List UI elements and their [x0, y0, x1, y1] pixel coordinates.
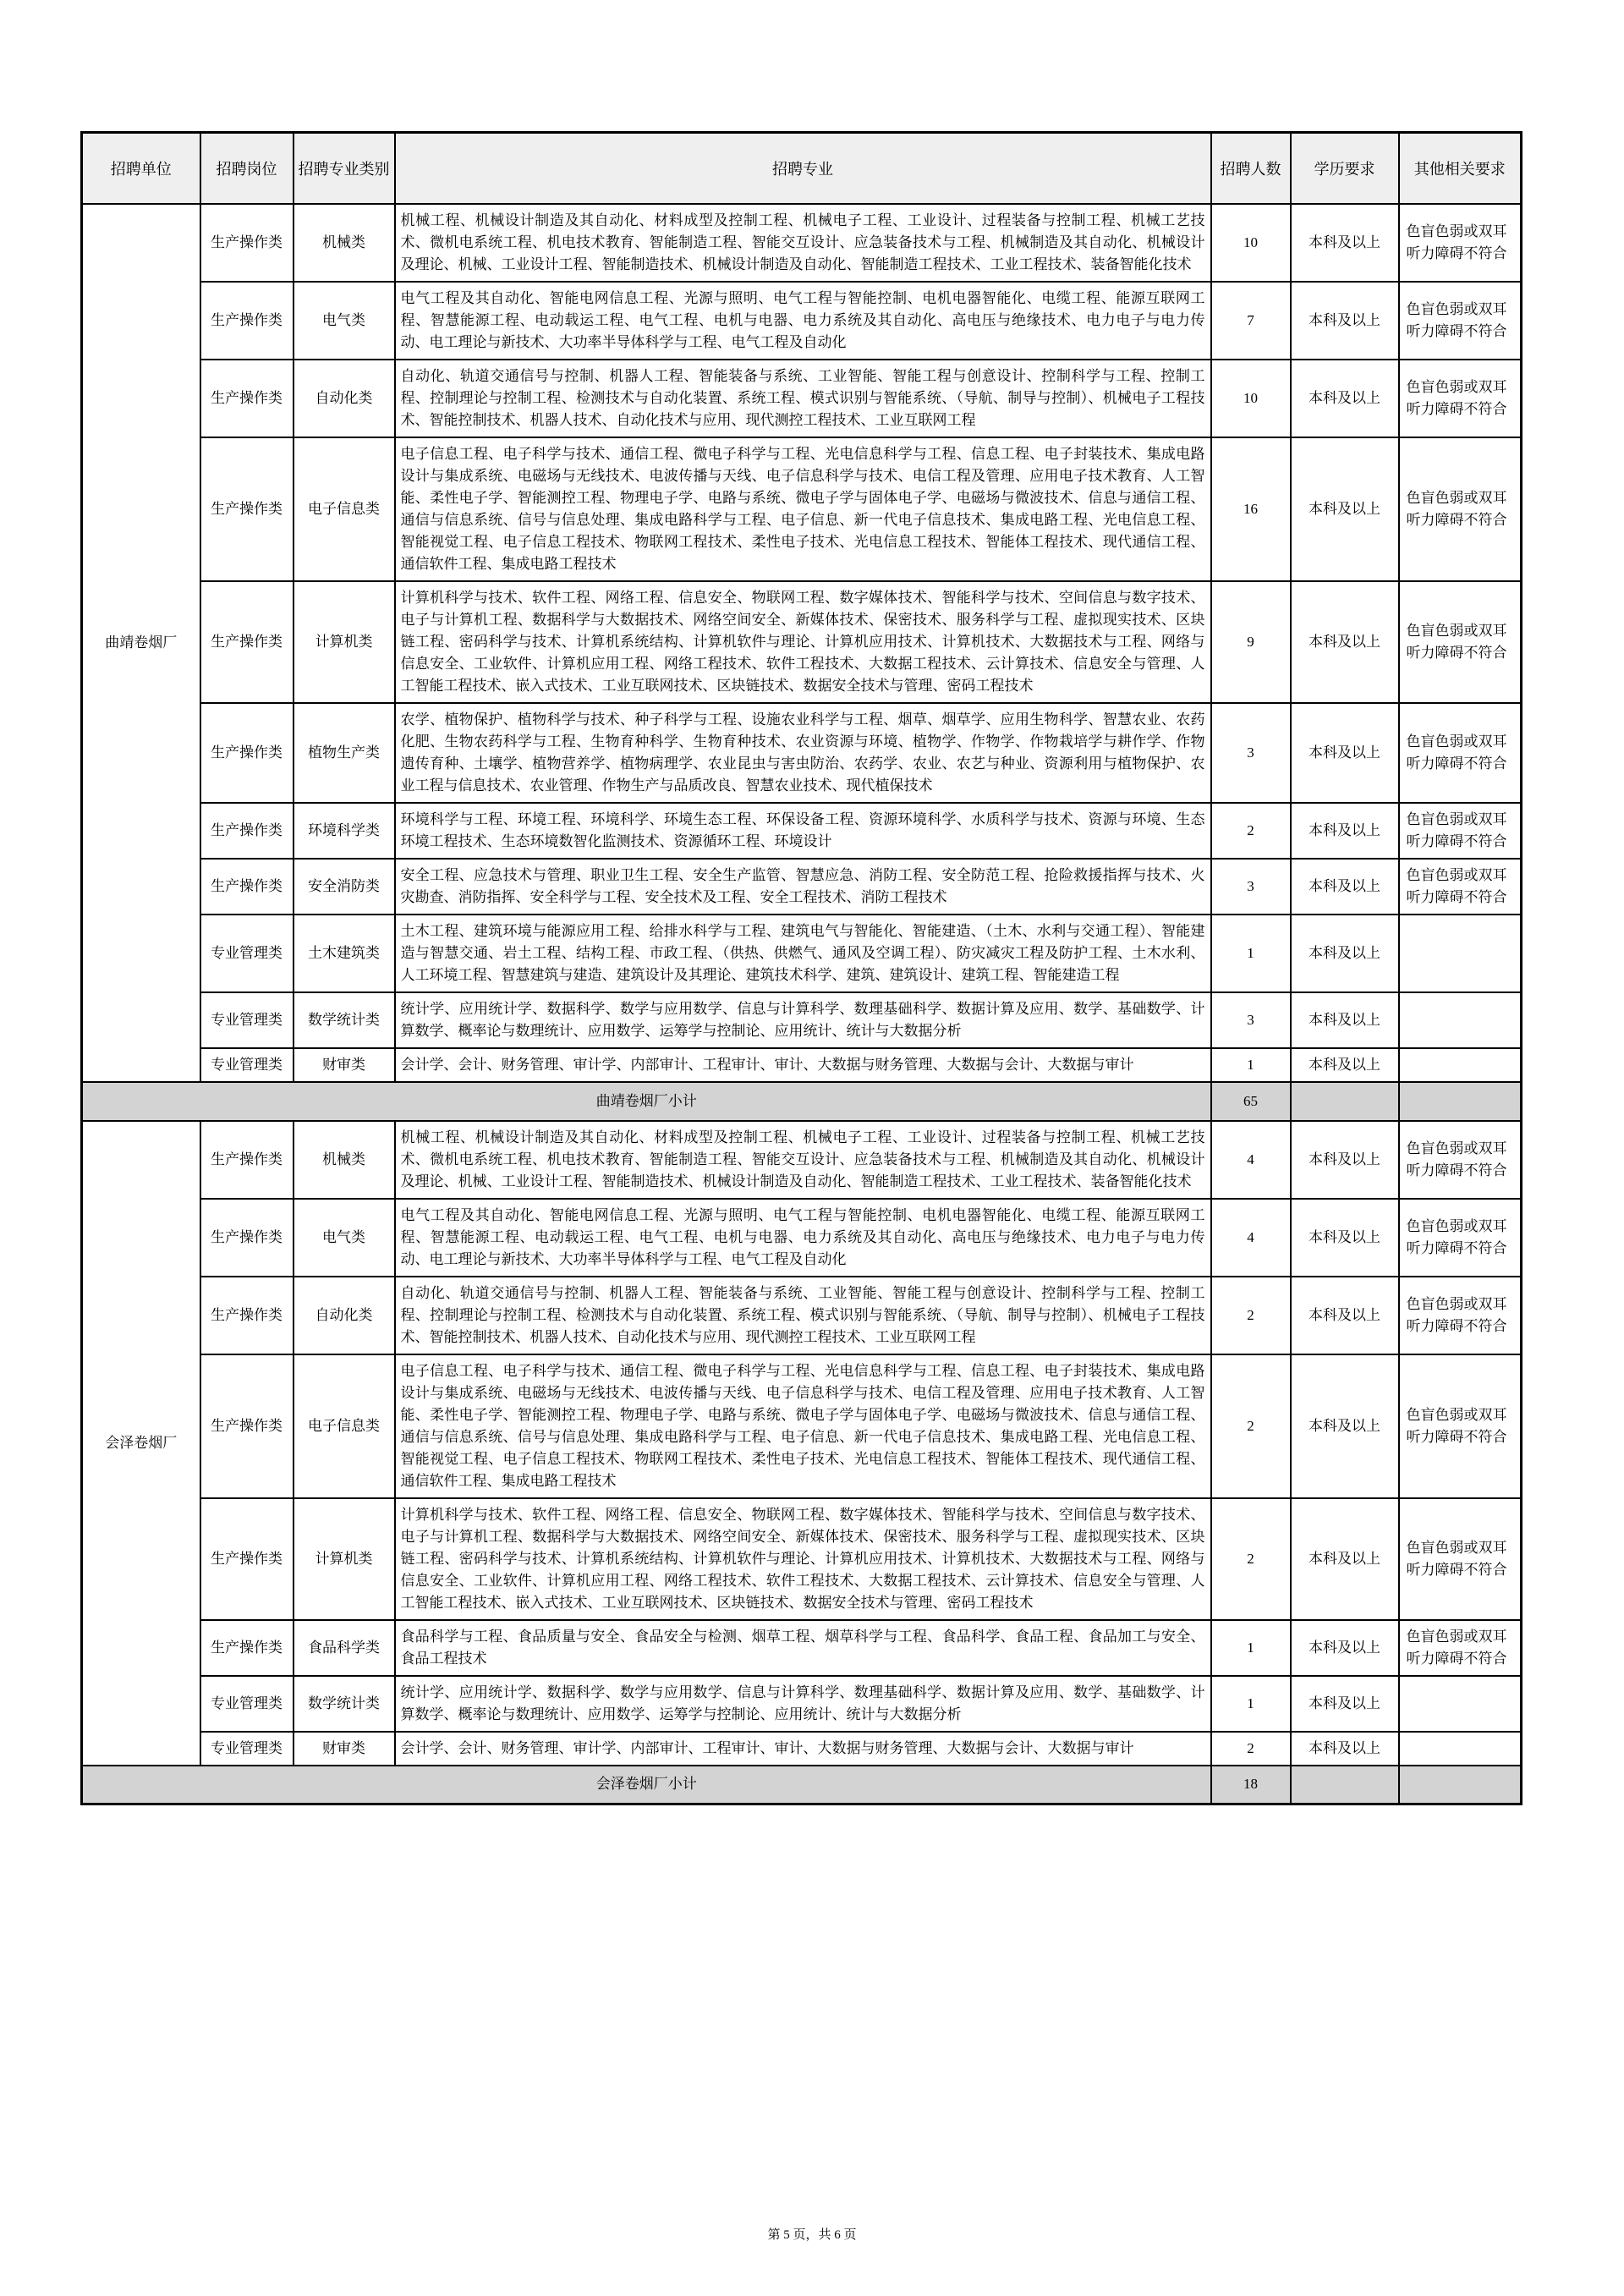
- table-row: [82, 992, 1522, 1048]
- post-cell: 专业管理类: [200, 915, 294, 992]
- category-cell: 财审类: [294, 1732, 395, 1766]
- other-cell: [1399, 1676, 1522, 1732]
- count-cell: 10: [1211, 204, 1291, 282]
- table-row: [82, 803, 1522, 859]
- majors-cell: 环境科学与工程、环境工程、环境科学、环境生态工程、环保设备工程、资源环境科学、水质科学与技术、资源与环境、生态环境工程技术、生态环境数智化监测技术、资源循环工程、环境设计: [395, 803, 1211, 859]
- subtotal-row: [82, 1766, 1522, 1804]
- post-cell: 生产操作类: [200, 1354, 294, 1498]
- category-cell: 电子信息类: [294, 437, 395, 581]
- post-cell: 生产操作类: [200, 282, 294, 360]
- category-cell: 计算机类: [294, 1498, 395, 1620]
- other-cell: 色盲色弱或双耳听力障碍不符合: [1399, 437, 1522, 581]
- table-row: [82, 859, 1522, 915]
- majors-cell: 会计学、会计、财务管理、审计学、内部审计、工程审计、审计、大数据与财务管理、大数据与会计、大数据与审计: [395, 1732, 1211, 1766]
- majors-cell: 电气工程及其自动化、智能电网信息工程、光源与照明、电气工程与智能控制、电机电器智能化、电缆工程、能源互联网工程、智慧能源工程、电动载运工程、电气工程、电机与电器、电力系统及其自动化、高电压与绝缘技术、电力电子与电力传动、电工理论与新技术、大功率半导体科学与工程、电气工程及自动化: [395, 1199, 1211, 1277]
- majors-cell: 安全工程、应急技术与管理、职业卫生工程、安全生产监管、智慧应急、消防工程、安全防范工程、抢险救援指挥与技术、火灾勘查、消防指挥、安全科学与工程、安全技术及工程、安全工程技术、消防工程技术: [395, 859, 1211, 915]
- post-cell: 生产操作类: [200, 703, 294, 803]
- category-cell: 土木建筑类: [294, 915, 395, 992]
- count-cell: 10: [1211, 360, 1291, 437]
- other-cell: 色盲色弱或双耳听力障碍不符合: [1399, 282, 1522, 360]
- majors-cell: 计算机科学与技术、软件工程、网络工程、信息安全、物联网工程、数字媒体技术、智能科学与技术、空间信息与数字技术、电子与计算机工程、数据科学与大数据技术、网络空间安全、新媒体技术、保密技术、服务科学与工程、虚拟现实技术、区块链工程、密码科学与技术、计算机系统结构、计算机软件与理论、计算机应用技术、计算机技术、大数据技术与工程、网络与信息安全、工业软件、计算机应用工程、网络工程技术、软件工程技术、大数据工程技术、云计算技术、信息安全与管理、人工智能工程技术、嵌入式技术、工业互联网技术、区块链技术、数据安全技术与管理、密码工程技术: [395, 1498, 1211, 1620]
- count-cell: 9: [1211, 581, 1291, 703]
- table-row: [82, 360, 1522, 437]
- post-cell: 生产操作类: [200, 1498, 294, 1620]
- education-cell: 本科及以上: [1291, 992, 1399, 1048]
- other-cell: [1399, 1048, 1522, 1082]
- subtotal-label-cell: 曲靖卷烟厂小计: [82, 1082, 1211, 1121]
- other-cell: 色盲色弱或双耳听力障碍不符合: [1399, 360, 1522, 437]
- table-row: [82, 1498, 1522, 1620]
- education-cell: 本科及以上: [1291, 1121, 1399, 1199]
- column-header-post: 招聘岗位: [200, 133, 294, 204]
- post-cell: 生产操作类: [200, 204, 294, 282]
- category-cell: 电子信息类: [294, 1354, 395, 1498]
- count-cell: 2: [1211, 1277, 1291, 1354]
- count-cell: 4: [1211, 1199, 1291, 1277]
- column-header-headcount: 招聘人数: [1211, 133, 1291, 204]
- majors-cell: 会计学、会计、财务管理、审计学、内部审计、工程审计、审计、大数据与财务管理、大数据与会计、大数据与审计: [395, 1048, 1211, 1082]
- education-cell: 本科及以上: [1291, 1354, 1399, 1498]
- other-cell: [1399, 992, 1522, 1048]
- count-cell: 3: [1211, 992, 1291, 1048]
- majors-cell: 食品科学与工程、食品质量与安全、食品安全与检测、烟草工程、烟草科学与工程、食品科学、食品工程、食品加工与安全、食品工程技术: [395, 1620, 1211, 1676]
- unit-cell: 会泽卷烟厂: [82, 1121, 200, 1766]
- other-cell: [1399, 1732, 1522, 1766]
- education-cell: 本科及以上: [1291, 1732, 1399, 1766]
- recruitment-table-body: [82, 204, 1522, 1804]
- category-cell: 机械类: [294, 1121, 395, 1199]
- table-header-row: [82, 133, 1522, 204]
- subtotal-count-cell: 65: [1211, 1082, 1291, 1121]
- table-row: [82, 1620, 1522, 1676]
- post-cell: 生产操作类: [200, 1199, 294, 1277]
- other-cell: 色盲色弱或双耳听力障碍不符合: [1399, 1277, 1522, 1354]
- education-cell: 本科及以上: [1291, 360, 1399, 437]
- category-cell: 数学统计类: [294, 1676, 395, 1732]
- column-header-recruit-unit: 招聘单位: [82, 133, 200, 204]
- column-header-other-requirements: 其他相关要求: [1399, 133, 1522, 204]
- other-cell: 色盲色弱或双耳听力障碍不符合: [1399, 803, 1522, 859]
- count-cell: 3: [1211, 859, 1291, 915]
- subtotal-count-cell: 18: [1211, 1766, 1291, 1804]
- post-cell: 生产操作类: [200, 360, 294, 437]
- post-cell: 生产操作类: [200, 803, 294, 859]
- subtotal-other-cell: [1399, 1082, 1522, 1121]
- education-cell: 本科及以上: [1291, 1620, 1399, 1676]
- majors-cell: 自动化、轨道交通信号与控制、机器人工程、智能装备与系统、工业智能、智能工程与创意设计、控制科学与工程、控制工程、控制理论与控制工程、检测技术与自动化装置、系统工程、模式识别与智能系统、（导航、制导与控制）、机械电子工程技术、智能控制技术、机器人技术、自动化技术与应用、现代测控工程技术、工业互联网工程: [395, 360, 1211, 437]
- majors-cell: 电子信息工程、电子科学与技术、通信工程、微电子科学与工程、光电信息科学与工程、信息工程、电子封装技术、集成电路设计与集成系统、电磁场与无线技术、电波传播与天线、电子信息科学与技术、电信工程及管理、应用电子技术教育、人工智能、柔性电子学、智能测控工程、物理电子学、电路与系统、微电子学与固体电子学、电磁场与微波技术、信息与通信工程、通信与信息系统、信号与信息处理、集成电路科学与工程、电子信息、新一代电子信息技术、集成电路工程、光电信息工程、智能视觉工程、电子信息工程技术、物联网工程技术、柔性电子技术、光电信息工程技术、智能体工程技术、现代通信工程、通信软件工程、集成电路工程技术: [395, 437, 1211, 581]
- count-cell: 4: [1211, 1121, 1291, 1199]
- category-cell: 自动化类: [294, 1277, 395, 1354]
- education-cell: 本科及以上: [1291, 915, 1399, 992]
- count-cell: 2: [1211, 1354, 1291, 1498]
- education-cell: 本科及以上: [1291, 581, 1399, 703]
- post-cell: 专业管理类: [200, 1048, 294, 1082]
- count-cell: 1: [1211, 1048, 1291, 1082]
- subtotal-education-cell: [1291, 1766, 1399, 1804]
- other-cell: 色盲色弱或双耳听力障碍不符合: [1399, 1121, 1522, 1199]
- table-row: [82, 1732, 1522, 1766]
- table-row: [82, 1354, 1522, 1498]
- recruitment-table: [80, 131, 1522, 1805]
- category-cell: 安全消防类: [294, 859, 395, 915]
- table-row: [82, 1277, 1522, 1354]
- table-row: [82, 282, 1522, 360]
- column-header-majors: 招聘专业: [395, 133, 1211, 204]
- table-row: [82, 1048, 1522, 1082]
- majors-cell: 土木工程、建筑环境与能源应用工程、给排水科学与工程、建筑电气与智能化、智能建造、（土木、水利与交通工程）、智能建造与智慧交通、岩土工程、结构工程、市政工程、（供热、供燃气、通风及空调工程）、防灾减灾工程及防护工程、土木水利、人工环境工程、智慧建筑与建造、建筑设计及其理论、建筑技术科学、建筑、建筑设计、建筑工程、智能建造工程: [395, 915, 1211, 992]
- category-cell: 植物生产类: [294, 703, 395, 803]
- category-cell: 机械类: [294, 204, 395, 282]
- majors-cell: 统计学、应用统计学、数据科学、数学与应用数学、信息与计算科学、数理基础科学、数据计算及应用、数学、基础数学、计算数学、概率论与数理统计、应用数学、运筹学与控制论、应用统计、统计与大数据分析: [395, 1676, 1211, 1732]
- education-cell: 本科及以上: [1291, 1199, 1399, 1277]
- count-cell: 16: [1211, 437, 1291, 581]
- page-footer: 第 5 页，共 6 页: [767, 2228, 857, 2242]
- subtotal-other-cell: [1399, 1766, 1522, 1804]
- other-cell: [1399, 915, 1522, 992]
- majors-cell: 计算机科学与技术、软件工程、网络工程、信息安全、物联网工程、数字媒体技术、智能科学与技术、空间信息与数字技术、电子与计算机工程、数据科学与大数据技术、网络空间安全、新媒体技术、保密技术、服务科学与工程、虚拟现实技术、区块链工程、密码科学与技术、计算机系统结构、计算机软件与理论、计算机应用技术、计算机技术、大数据技术与工程、网络与信息安全、工业软件、计算机应用工程、网络工程技术、软件工程技术、大数据工程技术、云计算技术、信息安全与管理、人工智能工程技术、嵌入式技术、工业互联网技术、区块链技术、数据安全技术与管理、密码工程技术: [395, 581, 1211, 703]
- majors-cell: 电子信息工程、电子科学与技术、通信工程、微电子科学与工程、光电信息科学与工程、信息工程、电子封装技术、集成电路设计与集成系统、电磁场与无线技术、电波传播与天线、电子信息科学与技术、电信工程及管理、应用电子技术教育、人工智能、柔性电子学、智能测控工程、物理电子学、电路与系统、微电子学与固体电子学、电磁场与微波技术、信息与通信工程、通信与信息系统、信号与信息处理、集成电路科学与工程、电子信息、新一代电子信息技术、集成电路工程、光电信息工程、智能视觉工程、电子信息工程技术、物联网工程技术、柔性电子技术、光电信息工程技术、智能体工程技术、现代通信工程、通信软件工程、集成电路工程技术: [395, 1354, 1211, 1498]
- education-cell: 本科及以上: [1291, 437, 1399, 581]
- post-cell: 生产操作类: [200, 859, 294, 915]
- post-cell: 专业管理类: [200, 992, 294, 1048]
- column-header-education: 学历要求: [1291, 133, 1399, 204]
- column-header-major-category: 招聘专业类别: [294, 133, 395, 204]
- post-cell: 生产操作类: [200, 1277, 294, 1354]
- post-cell: 生产操作类: [200, 437, 294, 581]
- subtotal-row: [82, 1082, 1522, 1121]
- majors-cell: 自动化、轨道交通信号与控制、机器人工程、智能装备与系统、工业智能、智能工程与创意设计、控制科学与工程、控制工程、控制理论与控制工程、检测技术与自动化装置、系统工程、模式识别与智能系统、（导航、制导与控制）、机械电子工程技术、智能控制技术、机器人技术、自动化技术与应用、现代测控工程技术、工业互联网工程: [395, 1277, 1211, 1354]
- count-cell: 2: [1211, 803, 1291, 859]
- subtotal-education-cell: [1291, 1082, 1399, 1121]
- category-cell: 电气类: [294, 282, 395, 360]
- count-cell: 2: [1211, 1732, 1291, 1766]
- table-row: [82, 581, 1522, 703]
- other-cell: 色盲色弱或双耳听力障碍不符合: [1399, 1354, 1522, 1498]
- education-cell: 本科及以上: [1291, 1277, 1399, 1354]
- table-row: [82, 437, 1522, 581]
- majors-cell: 电气工程及其自动化、智能电网信息工程、光源与照明、电气工程与智能控制、电机电器智能化、电缆工程、能源互联网工程、智慧能源工程、电动载运工程、电气工程、电机与电器、电力系统及其自动化、高电压与绝缘技术、电力电子与电力传动、电工理论与新技术、大功率半导体科学与工程、电气工程及自动化: [395, 282, 1211, 360]
- education-cell: 本科及以上: [1291, 703, 1399, 803]
- education-cell: 本科及以上: [1291, 1676, 1399, 1732]
- unit-cell: 曲靖卷烟厂: [82, 204, 200, 1082]
- table-row: [82, 204, 1522, 282]
- category-cell: 数学统计类: [294, 992, 395, 1048]
- count-cell: 3: [1211, 703, 1291, 803]
- table-row: [82, 1676, 1522, 1732]
- table-row: [82, 1121, 1522, 1199]
- subtotal-label-cell: 会泽卷烟厂小计: [82, 1766, 1211, 1804]
- other-cell: 色盲色弱或双耳听力障碍不符合: [1399, 1498, 1522, 1620]
- majors-cell: 机械工程、机械设计制造及其自动化、材料成型及控制工程、机械电子工程、工业设计、过程装备与控制工程、机械工艺技术、微机电系统工程、机电技术教育、智能制造工程、智能交互设计、应急装备技术与工程、机械制造及其自动化、机械设计及理论、机械、工业设计工程、智能制造技术、机械设计制造及自动化、智能制造工程技术、工业工程技术、装备智能化技术: [395, 204, 1211, 282]
- post-cell: 专业管理类: [200, 1676, 294, 1732]
- other-cell: 色盲色弱或双耳听力障碍不符合: [1399, 581, 1522, 703]
- education-cell: 本科及以上: [1291, 1048, 1399, 1082]
- table-row: [82, 703, 1522, 803]
- other-cell: 色盲色弱或双耳听力障碍不符合: [1399, 859, 1522, 915]
- category-cell: 计算机类: [294, 581, 395, 703]
- education-cell: 本科及以上: [1291, 282, 1399, 360]
- other-cell: 色盲色弱或双耳听力障碍不符合: [1399, 1199, 1522, 1277]
- category-cell: 电气类: [294, 1199, 395, 1277]
- count-cell: 1: [1211, 1620, 1291, 1676]
- category-cell: 财审类: [294, 1048, 395, 1082]
- count-cell: 1: [1211, 915, 1291, 992]
- education-cell: 本科及以上: [1291, 803, 1399, 859]
- other-cell: 色盲色弱或双耳听力障碍不符合: [1399, 1620, 1522, 1676]
- education-cell: 本科及以上: [1291, 859, 1399, 915]
- post-cell: 生产操作类: [200, 1620, 294, 1676]
- category-cell: 环境科学类: [294, 803, 395, 859]
- table-row: [82, 1199, 1522, 1277]
- majors-cell: 农学、植物保护、植物科学与技术、种子科学与工程、设施农业科学与工程、烟草、烟草学、应用生物科学、智慧农业、农药化肥、生物农药科学与工程、生物育种科学、生物育种技术、农业资源与环境、植物学、作物学、作物栽培学与耕作学、作物遗传育种、土壤学、植物营养学、植物病理学、农业昆虫与害虫防治、农药学、农业、农艺与种业、资源利用与植物保护、农业工程与信息技术、农业管理、作物生产与品质改良、智慧农业技术、现代植保技术: [395, 703, 1211, 803]
- post-cell: 生产操作类: [200, 1121, 294, 1199]
- count-cell: 1: [1211, 1676, 1291, 1732]
- majors-cell: 统计学、应用统计学、数据科学、数学与应用数学、信息与计算科学、数理基础科学、数据计算及应用、数学、基础数学、计算数学、概率论与数理统计、应用数学、运筹学与控制论、应用统计、统计与大数据分析: [395, 992, 1211, 1048]
- recruitment-table-container: [80, 131, 1521, 1805]
- count-cell: 7: [1211, 282, 1291, 360]
- post-cell: 专业管理类: [200, 1732, 294, 1766]
- count-cell: 2: [1211, 1498, 1291, 1620]
- education-cell: 本科及以上: [1291, 1498, 1399, 1620]
- category-cell: 自动化类: [294, 360, 395, 437]
- other-cell: 色盲色弱或双耳听力障碍不符合: [1399, 703, 1522, 803]
- education-cell: 本科及以上: [1291, 204, 1399, 282]
- majors-cell: 机械工程、机械设计制造及其自动化、材料成型及控制工程、机械电子工程、工业设计、过程装备与控制工程、机械工艺技术、微机电系统工程、机电技术教育、智能制造工程、智能交互设计、应急装备技术与工程、机械制造及其自动化、机械设计及理论、机械、工业设计工程、智能制造技术、机械设计制造及自动化、智能制造工程技术、工业工程技术、装备智能化技术: [395, 1121, 1211, 1199]
- post-cell: 生产操作类: [200, 581, 294, 703]
- category-cell: 食品科学类: [294, 1620, 395, 1676]
- table-row: [82, 915, 1522, 992]
- other-cell: 色盲色弱或双耳听力障碍不符合: [1399, 204, 1522, 282]
